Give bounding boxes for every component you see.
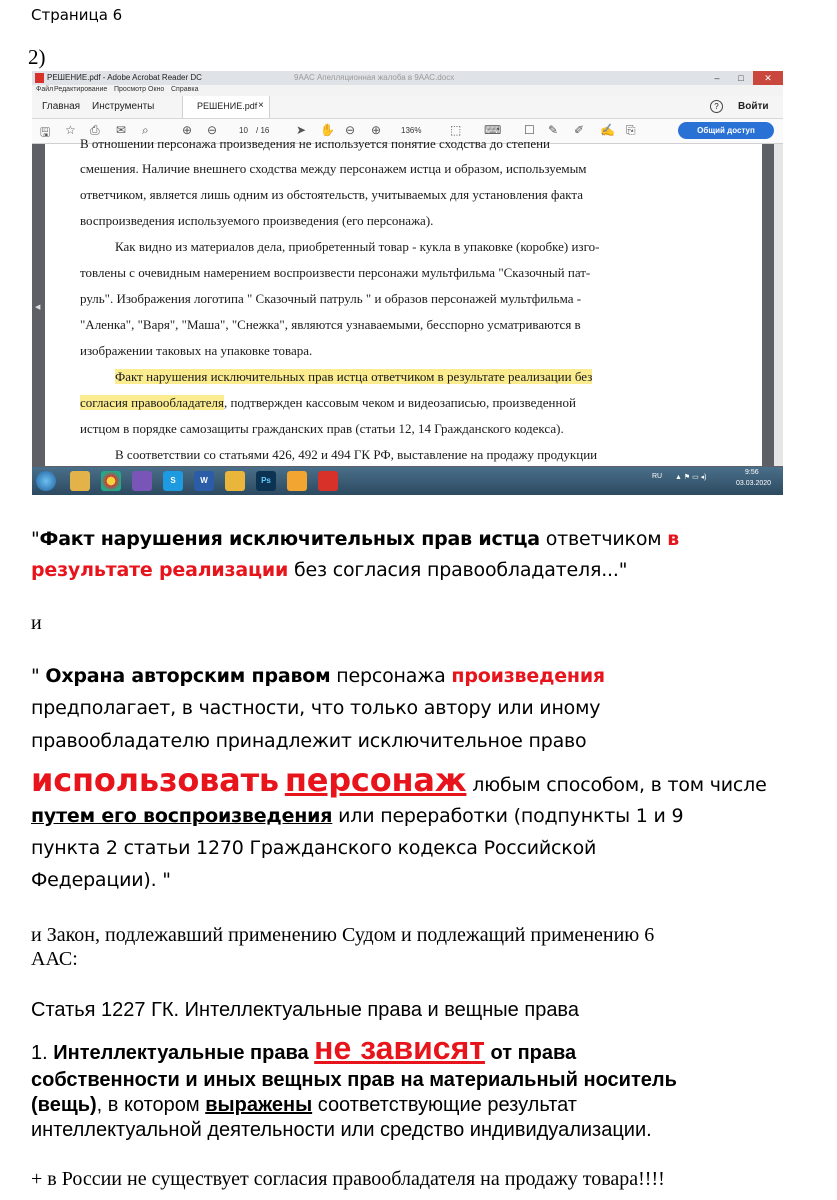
tab-home[interactable]: Главная [42, 101, 81, 112]
quote2-line6: пункта 2 статьи 1270 Гражданского кодекса Российской [31, 837, 597, 859]
quote1-line2: результате реализации без согласия правообладателя..." [31, 559, 628, 581]
minimize-icon[interactable]: ‒ [714, 73, 720, 83]
doc-tab-label: РЕШЕНИЕ.pdf [197, 101, 258, 111]
bookmark-icon[interactable]: ☆ [65, 123, 76, 137]
tray-icons[interactable]: ▲ ⚑ ▭ ◂) [675, 474, 707, 481]
windows-taskbar [32, 467, 783, 495]
tab-bar [32, 96, 783, 119]
window-title: РЕШЕНИЕ.pdf - Adobe Acrobat Reader DC [47, 73, 202, 82]
conjunction: и [31, 612, 42, 634]
page-up-icon[interactable]: ⊕ [182, 123, 193, 137]
help-icon[interactable]: ? [710, 100, 723, 113]
window-titlebar [32, 71, 783, 85]
acrobat-icon[interactable] [318, 471, 338, 491]
item-number: 2) [28, 45, 46, 69]
pdf-line: руль". Изображения логотипа " Сказочный патруль " и образов персонажей мультфильма - [80, 291, 582, 306]
app-icon[interactable] [287, 471, 307, 491]
quote2-line1: " Охрана авторским правом персонажа произведения [31, 665, 605, 687]
search-icon[interactable]: ⌕ [142, 123, 149, 137]
page-total: / 16 [256, 126, 270, 135]
pdf-line: "Аленка", "Варя", "Маша", "Снежка", являются узнаваемыми, бесспорно усматриваются в [80, 317, 581, 332]
quote2-line2: предполагает, в частности, что только автору или иному [31, 697, 601, 719]
tray-language[interactable]: RU [652, 473, 663, 480]
pdf-line: ответчиком, является лишь одним из обстоятельств, учитываемых для установления факта [80, 187, 583, 202]
skype-icon[interactable]: S [163, 471, 183, 491]
page-down-icon[interactable]: ⊖ [207, 123, 218, 137]
share-button[interactable]: Общий доступ [678, 122, 774, 139]
menu-file[interactable]: Файл [36, 86, 54, 93]
law-intro-line2: ААС: [31, 948, 78, 970]
print-icon[interactable]: ⎙ [90, 123, 100, 137]
highlight: Факт нарушения исключительных прав истца ответчиком в результате реализации без [115, 369, 593, 384]
page-header: Страница 6 [31, 6, 123, 24]
folder-icon[interactable] [225, 471, 245, 491]
zoom-select[interactable]: 136% [401, 126, 422, 135]
tab-tools[interactable]: Инструменты [92, 101, 155, 112]
select-cursor-icon[interactable]: ➤ [296, 123, 307, 137]
word-icon[interactable]: W [194, 471, 214, 491]
quote2-line3: правообладателю принадлежит исключительное право [31, 730, 587, 752]
menu-view[interactable]: Просмотр [114, 86, 146, 93]
quote2-line7: Федерации). " [31, 869, 171, 891]
sign-icon[interactable]: ✍ [600, 123, 615, 137]
tab-close-icon[interactable]: × [258, 100, 264, 111]
fit-page-icon[interactable]: ⬚ [450, 123, 462, 137]
pdf-line: В отношении персонажа произведения не используется понятие сходства до степени [80, 136, 551, 151]
save-icon[interactable]: 🖫 [40, 125, 51, 139]
quote2-line4: использовать персонаж любым способом, в том числе [31, 761, 767, 799]
chrome-icon[interactable] [101, 471, 121, 491]
menu-bar [32, 85, 783, 96]
keyboard-icon[interactable]: ⌨ [484, 123, 502, 137]
pdf-line: В соответствии со статьями 426, 492 и 494 ГК РФ, выставление на продажу продукции [115, 447, 598, 462]
mail-icon[interactable]: ✉ [116, 123, 127, 137]
acrobat-screenshot [32, 71, 783, 495]
pdf-line: согласия правообладателя, подтвержден кассовым чеком и видеозаписью, произведенной [80, 395, 576, 410]
hand-icon[interactable]: ✋ [320, 123, 335, 137]
tray-time: 9:56 [745, 469, 759, 476]
page-number-input[interactable]: 10 [239, 126, 248, 135]
stamp-icon[interactable]: ⎘ [626, 123, 636, 137]
login-link[interactable]: Войти [738, 101, 769, 112]
article-line1: 1. Интеллектуальные права не зависят от права [31, 1030, 577, 1066]
pdf-page [45, 136, 762, 466]
article-line3: (вещь), в котором выражены соответствующие результат [31, 1094, 577, 1116]
final-note: + в России не существует согласия правообладателя на продажу товара!!!! [31, 1168, 665, 1190]
explorer-icon[interactable] [70, 471, 90, 491]
pdf-line: смешения. Наличие внешнего сходства между персонажем истца и образом, используемым [80, 161, 587, 176]
quote2-line5: путем его воспроизведения или переработки (подпункты 1 и 9 [31, 805, 684, 827]
maximize-icon[interactable]: □ [738, 73, 744, 83]
pdf-line: товлены с очевидным намерением воспроизвести персонажи мультфильма "Сказочный пат- [80, 265, 591, 280]
article-title: Статья 1227 ГК. Интеллектуальные права и вещные права [31, 999, 579, 1021]
pdf-line: изображении таковых на упаковке товара. [80, 343, 313, 358]
article-line2: собственности и иных вещных прав на материальный носитель [31, 1069, 677, 1091]
pdf-line: воспроизведения используемого произведения (его персонажа). [80, 213, 434, 228]
right-scrollbar[interactable] [774, 144, 783, 466]
menu-help[interactable]: Справка [171, 86, 199, 93]
background-window-title: 9ААС Апелляционная жалоба в 9ААС.docx [294, 73, 455, 82]
pdf-highlighted-line [115, 369, 592, 385]
start-button-icon[interactable] [36, 471, 56, 491]
draw-icon[interactable]: ✐ [574, 123, 585, 137]
tab-document[interactable] [182, 96, 270, 118]
menu-window[interactable]: Окно [148, 86, 165, 93]
document-area [32, 136, 783, 466]
zoom-in-icon[interactable]: ⊕ [371, 123, 382, 137]
highlight: согласия правообладателя [80, 395, 224, 410]
close-icon[interactable]: ✕ [753, 71, 783, 85]
tray-date: 03.03.2020 [736, 480, 772, 487]
photoshop-icon[interactable]: Ps [256, 471, 276, 491]
pdf-line: истцом в порядке самозащиты гражданских прав (статьи 12, 14 Гражданского кодекса). [80, 421, 564, 436]
law-intro-line1: и Закон, подлежавший применению Судом и подлежащий применению 6 [31, 924, 655, 946]
zoom-out-icon[interactable]: ⊖ [345, 123, 356, 137]
viber-icon[interactable] [132, 471, 152, 491]
article-line4: интеллектуальной деятельности или средство индивидуализации. [31, 1119, 652, 1141]
highlight-icon[interactable]: ✎ [548, 123, 559, 137]
left-arrow-icon[interactable]: ◀ [35, 304, 41, 311]
comment-icon[interactable]: ☐ [524, 123, 535, 137]
menu-edit[interactable]: Редактирование [54, 86, 108, 93]
quote1-line1: "Факт нарушения исключительных прав истца ответчиком в [31, 528, 680, 550]
pdf-line: Как видно из материалов дела, приобретенный товар - кукла в упаковке (коробке) изго- [115, 239, 600, 254]
pdf-icon [35, 73, 44, 83]
